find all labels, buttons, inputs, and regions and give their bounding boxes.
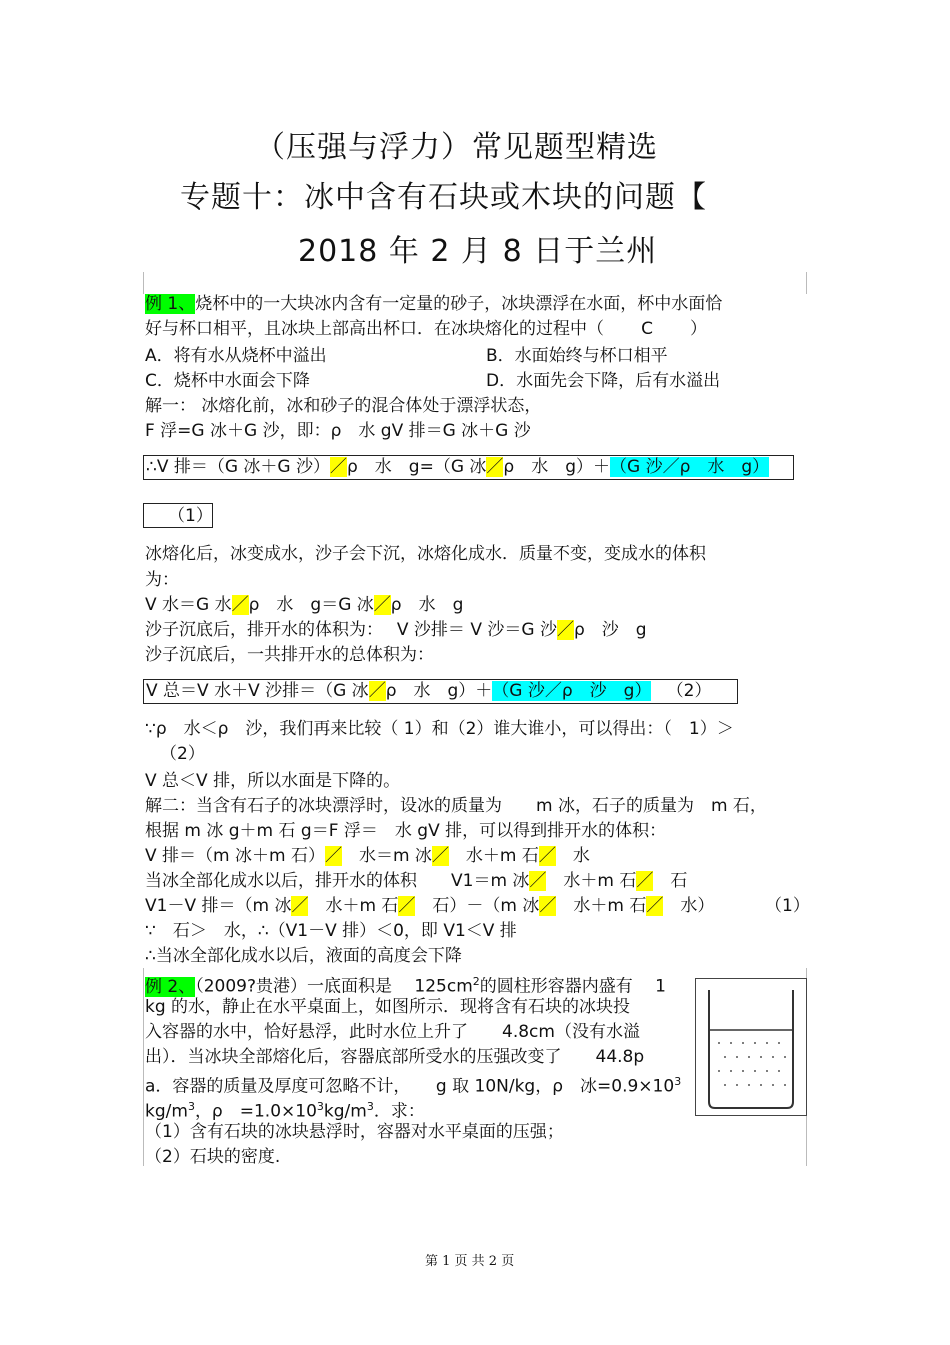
margin-line-right — [806, 272, 807, 294]
example-2-border-left — [143, 968, 144, 1166]
example-2-question-1: （1）含有石块的冰块悬浮时，容器对水平桌面的压强； — [145, 1122, 564, 1142]
example-2-line3: 入容器的水中，恰好悬浮，此时水位上升了 4.8cm（没有水溢 — [145, 1022, 640, 1042]
example-1-question-line1: 例 1、烧杯中的一大块冰内含有一定量的砂子，冰块漂浮在水面，杯中水面恰 — [145, 294, 723, 314]
title-date: 2018 年 2 月 8 日于兰州 — [298, 234, 658, 269]
solution-2-line2: 根据 m 冰 g＋m 石 g＝F 浮＝ 水 gV 排，可以得到排开水的体积： — [145, 821, 667, 841]
option-b: B．水面始终与杯口相平 — [486, 346, 668, 366]
example-2-line4: 出）．当冰块全部熔化后，容器底部所受水的压强改变了 44.8p — [145, 1047, 645, 1067]
example-2-line6: $kg/m^3$，ρ $=1.0\times 10^3kg/m^3$．求： — [145, 1100, 425, 1122]
example-1-answer: C — [641, 319, 653, 339]
solution-2-line5: V1－V 排＝（m 冰／ 水＋m 石／ 石）－（m 冰／ 水＋m 石／ 水） — [145, 896, 715, 916]
page-title: （压强与浮力）常见题型精选 — [255, 130, 658, 165]
example-1-label: 例 1、 — [145, 294, 196, 314]
equation-number-1: （1） — [168, 506, 213, 526]
formula-box-1-text: ∴V 排＝（G 冰＋G 沙）／ρ 水 g=（G 冰／ρ 水 g）＋（G 沙／ρ 水 g） — [146, 457, 770, 477]
equation-number-solution-2: （1） — [765, 896, 810, 916]
solution-1-line8: ∵ρ 水＜ρ 沙，我们再来比较（ 1）和（2）谁大谁小，可以得出：（ 1）＞ — [145, 719, 734, 739]
option-a: A．将有水从烧杯中溢出 — [145, 346, 327, 366]
example-2-line5: a．容器的质量及厚度可忽略不计， g 取 10N/kg，ρ 冰$=0.9\times 10^3$ — [145, 1075, 682, 1097]
margin-line-left — [143, 272, 144, 294]
section-title: 专题十：冰中含有石块或木块的问题【 — [180, 180, 707, 215]
example-2-label: 例 2、 — [145, 976, 196, 997]
example-2-line1: 例 2、（2009?贵港）一底面积是 $125cm^2$的圆柱形容器内盛有 1 — [145, 975, 667, 997]
page-footer: 第 1 页 共 2 页 — [425, 1254, 515, 1269]
option-c: C．烧杯中水面会下降 — [145, 371, 310, 391]
solution-1-line2: F 浮=G 冰＋G 沙，即：ρ 水 gV 排＝G 冰＋G 沙 — [145, 421, 531, 441]
solution-1-line9: （2） — [160, 744, 205, 764]
solution-2-line3: V 排＝（m 冰＋m 石）／ 水＝m 冰／ 水＋m 石／ 水 — [145, 846, 590, 866]
solution-1-line6: 沙子沉底后，排开水的体积为： V 沙排＝ V 沙＝G 沙／ρ 沙 g — [145, 620, 647, 640]
solution-1-line7: 沙子沉底后，一共排开水的总体积为： — [145, 645, 434, 665]
option-d: D．水面先会下降，后有水溢出 — [486, 371, 721, 391]
solution-2-line6: ∵ 石＞ 水，∴（V1－V 排）＜0，即 V1＜V 排 — [145, 921, 517, 941]
example-1-question-line2: 好与杯口相平，且冰块上部高出杯口．在冰块熔化的过程中（ C ） — [145, 319, 707, 339]
solution-2-conclusion: ∴当冰全部化成水以后，液面的高度会下降 — [145, 946, 462, 966]
solution-1-line1: 解一： 冰熔化前，冰和砂子的混合体处于漂浮状态， — [145, 396, 542, 416]
solution-1-line4: 为： — [145, 570, 179, 590]
example-2-question-2: （2）石块的密度. — [145, 1147, 281, 1167]
solution-1-line3: 冰熔化后，冰变成水，沙子会下沉，冰熔化成水．质量不变，变成水的体积 — [145, 544, 706, 564]
solution-2-line4: 当冰全部化成水以后，排开水的体积 V1＝m 冰／ 水＋m 石／ 石 — [145, 871, 688, 891]
solution-1-conclusion: V 总＜V 排，所以水面是下降的。 — [145, 771, 401, 791]
solution-1-line5: V 水＝G 水／ρ 水 g＝G 冰／ρ 水 g — [145, 595, 464, 615]
formula-box-3-text: V 总＝V 水＋V 沙排＝（G 冰／ρ 水 g）＋（G 沙／ρ 沙 g） （2） — [146, 681, 712, 701]
container-figure — [695, 978, 807, 1116]
example-2-line2: kg 的水，静止在水平桌面上，如图所示．现将含有石块的冰块投 — [145, 997, 631, 1017]
solution-2-line1: 解二：当含有石子的冰块漂浮时，设冰的质量为 m 冰，石子的质量为 m 石， — [145, 796, 767, 816]
